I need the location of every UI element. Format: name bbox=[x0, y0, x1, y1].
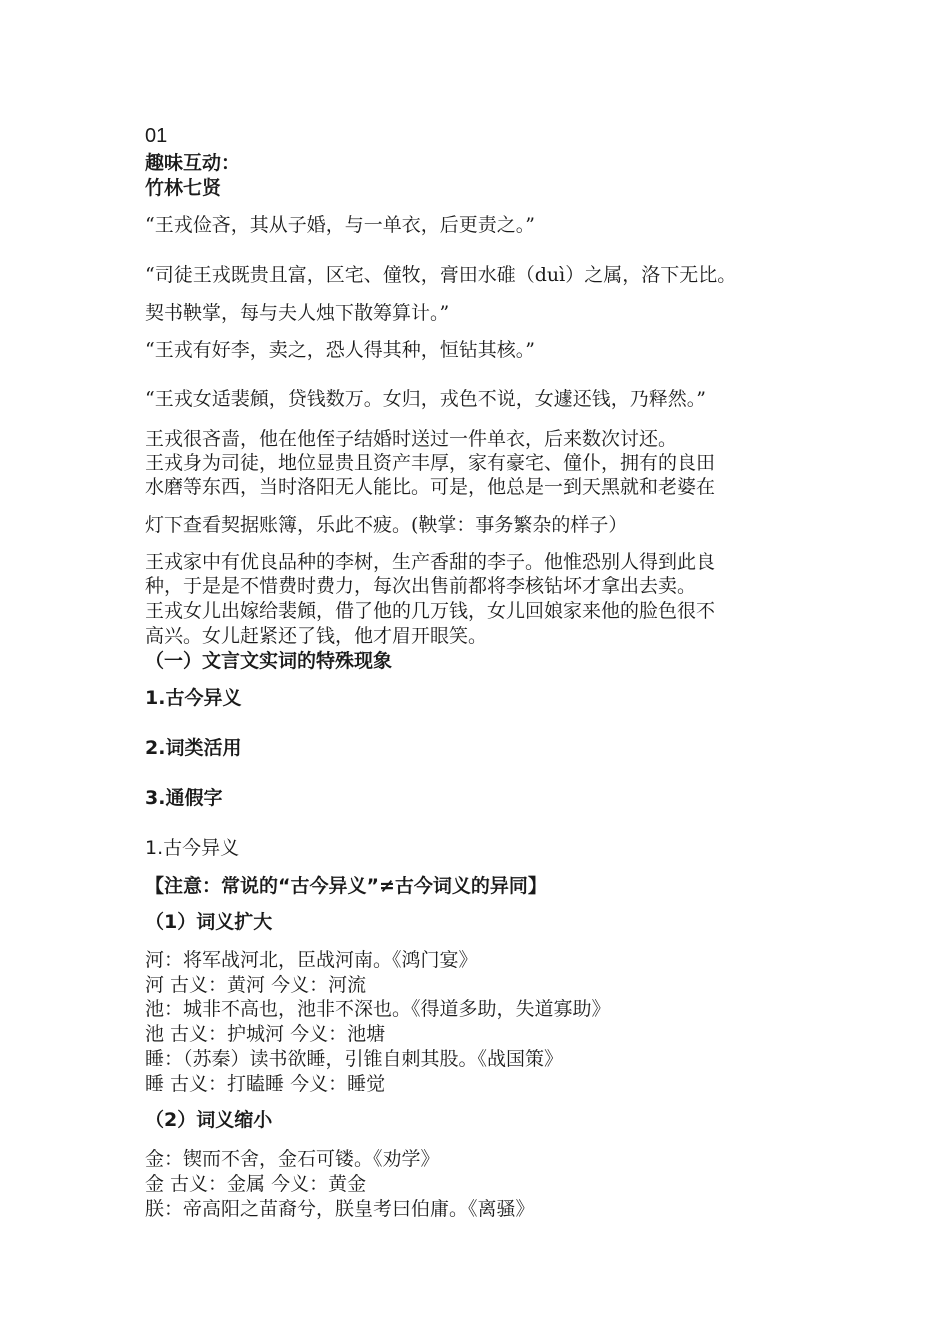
quote-line: “司徒王戎既贵且富，区宅、僮牧，膏田水碓（duì）之属，洛下无比。 bbox=[145, 264, 737, 286]
example-line: 睡：（苏秦）读书欲睡，引锥自刺其股。《战国策》 bbox=[145, 1048, 564, 1070]
intro-title-line1: 趣味互动： bbox=[145, 152, 241, 174]
explanation-line: 王戎家中有优良品种的李树，生产香甜的李子。他惟恐别人得到此良 bbox=[145, 551, 716, 573]
explanation-line: 种，于是是不惜费时费力，每次出售前都将李核钻坏才拿出去卖。 bbox=[145, 575, 697, 597]
quote-line: “王戎女适裴頠，贷钱数万。女归，戎色不说，女遽还钱，乃释然。” bbox=[145, 388, 706, 410]
quote-line: “王戎俭吝，其从子婚，与一单衣，后更责之。” bbox=[145, 214, 535, 236]
example-line: 池 古义：护城河 今义：池塘 bbox=[145, 1023, 386, 1045]
section-heading: （一）文言文实词的特殊现象 bbox=[145, 650, 393, 672]
shrink-heading: （2）词义缩小 bbox=[145, 1109, 273, 1131]
explanation-line: 王戎女儿出嫁给裴頠，借了他的几万钱，女儿回娘家来他的脸色很不 bbox=[145, 600, 716, 622]
quote-line: “王戎有好李，卖之，恐人得其种，恒钻其核。” bbox=[145, 339, 535, 361]
explanation-line: 灯下查看契据账簿，乐此不疲。(鞅掌：事务繁杂的样子） bbox=[145, 514, 628, 536]
quote-line: 契书鞅掌，每与夫人烛下散筹算计。” bbox=[145, 302, 450, 324]
section-number: 01 bbox=[145, 125, 168, 147]
sub-heading: 1.古今异义 bbox=[145, 837, 240, 859]
explanation-line: 王戎很吝啬，他在他侄子结婚时送过一件单衣，后来数次讨还。 bbox=[145, 428, 678, 450]
expand-heading: （1）词义扩大 bbox=[145, 911, 273, 933]
topic-item: 1.古今异义 bbox=[145, 687, 242, 709]
example-line: 金 古义：金属 今义：黄金 bbox=[145, 1173, 367, 1195]
example-line: 睡 古义：打瞌睡 今义：睡觉 bbox=[145, 1073, 386, 1095]
intro-title-line2: 竹林七贤 bbox=[145, 177, 222, 199]
example-line: 河：将军战河北，臣战河南。《鸿门宴》 bbox=[145, 949, 478, 971]
topic-item: 2.词类活用 bbox=[145, 737, 242, 759]
explanation-line: 高兴。女儿赶紧还了钱，他才眉开眼笑。 bbox=[145, 625, 488, 647]
example-line: 池：城非不高也，池非不深也。《得道多助，失道寡助》 bbox=[145, 998, 611, 1020]
example-line: 朕：帝高阳之苗裔兮，朕皇考曰伯庸。《离骚》 bbox=[145, 1198, 535, 1220]
explanation-line: 水磨等东西，当时洛阳无人能比。可是，他总是一到天黑就和老婆在 bbox=[145, 476, 716, 498]
explanation-line: 王戎身为司徒，地位显贵且资产丰厚，家有豪宅、僮仆，拥有的良田 bbox=[145, 452, 716, 474]
example-line: 金：锲而不舍，金石可镂。《劝学》 bbox=[145, 1148, 440, 1170]
example-line: 河 古义：黄河 今义：河流 bbox=[145, 974, 367, 996]
topic-item: 3.通假字 bbox=[145, 787, 223, 809]
note-line: 【注意：常说的“古今异义”≠古今词义的异同】 bbox=[145, 875, 547, 897]
